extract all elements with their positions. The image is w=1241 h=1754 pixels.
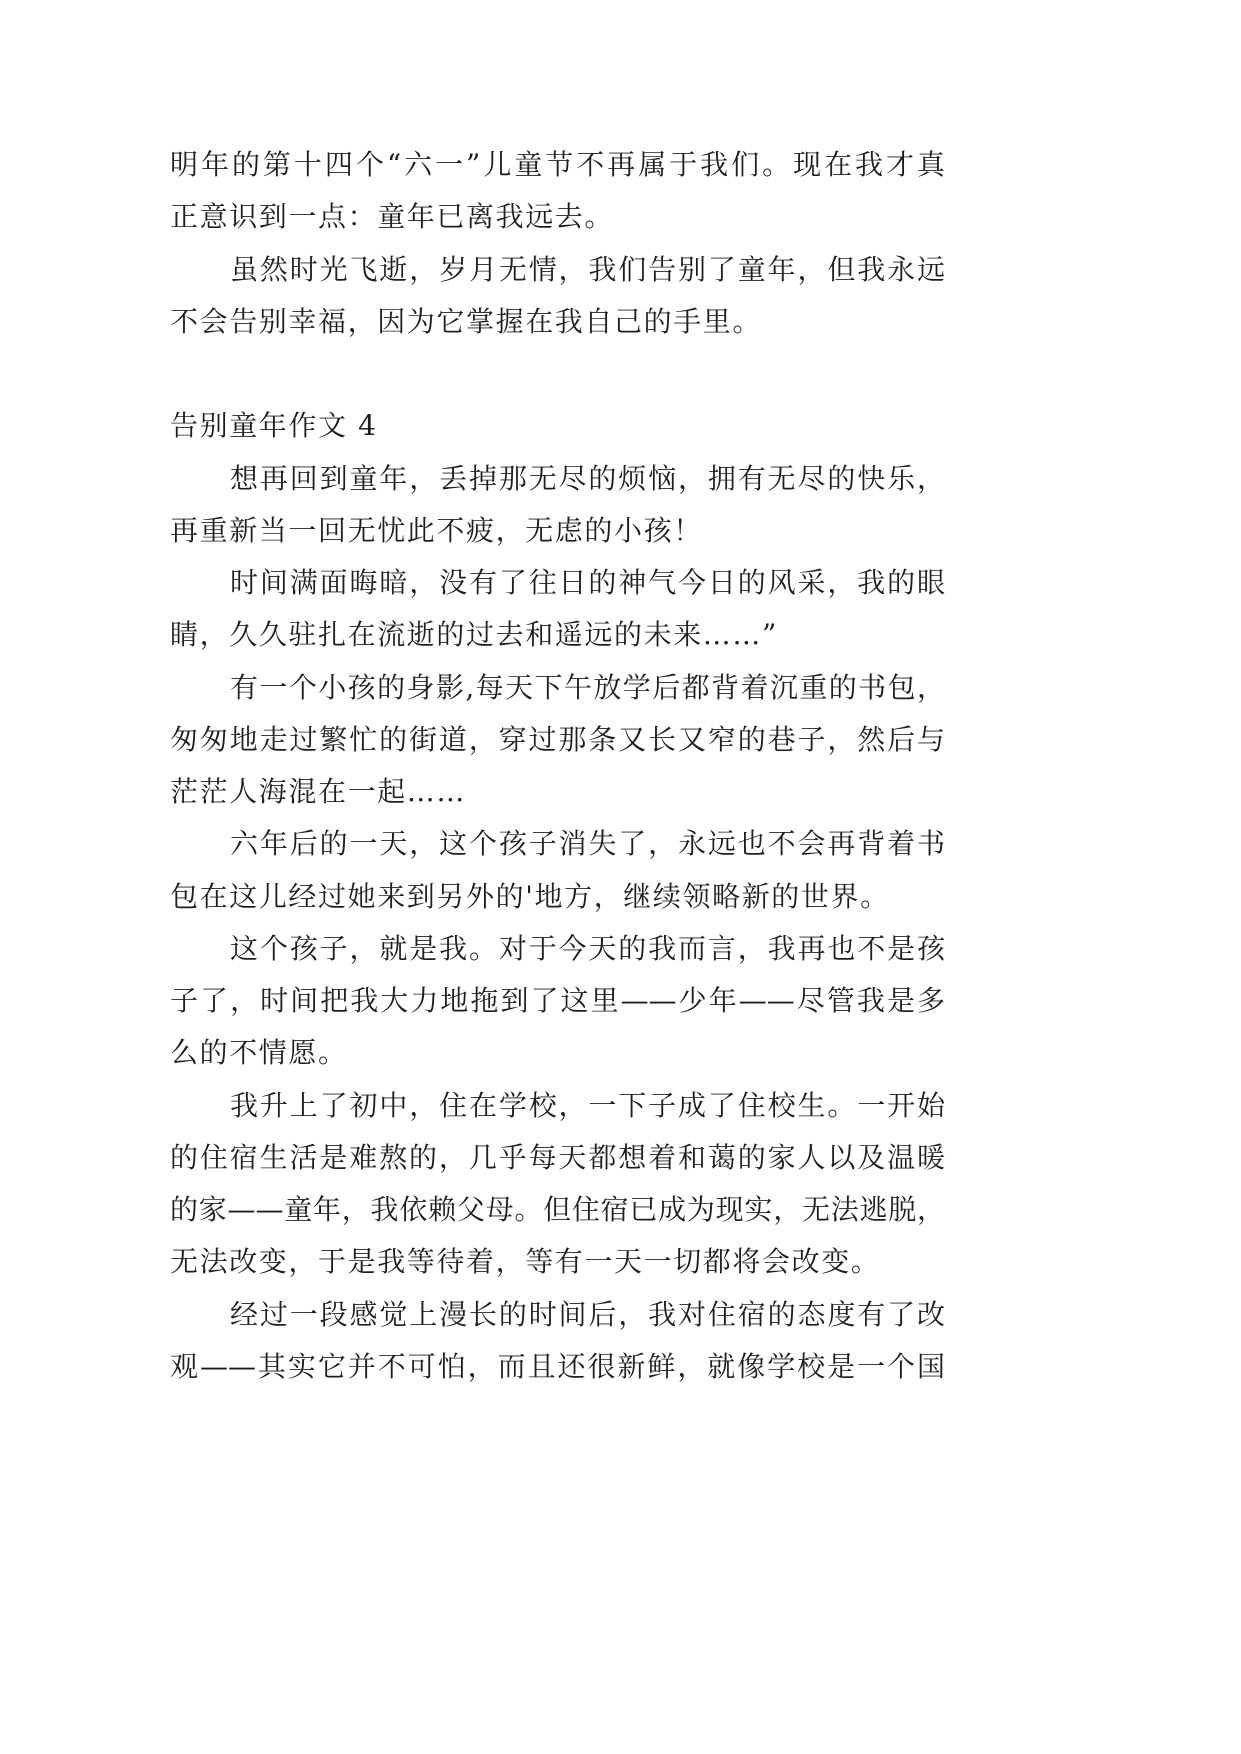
- text-line: 茫茫人海混在一起……: [170, 775, 467, 808]
- text-line: 有一个小孩的身影,每天下午放学后都背着沉重的书包，: [230, 670, 945, 704]
- paragraph: [170, 818, 945, 923]
- text-line: 经过一段感觉上漫长的时间后，我对住宿的态度有了改: [230, 1297, 945, 1331]
- text-line: 观——其实它并不可怕，而且还很新鲜，就像学校是一个国: [170, 1349, 945, 1383]
- text-line: 我升上了初中，住在学校，一下子成了住校生。一开始: [230, 1088, 945, 1122]
- text-line: 的住宿生活是难熬的，几乎每天都想着和蔼的家人以及温暖: [170, 1140, 945, 1174]
- paragraph: [170, 662, 945, 819]
- text-line: 再重新当一回无忧此不疲，无虑的小孩！: [170, 513, 703, 547]
- text-line: 想再回到童年，丢掉那无尽的烦恼，拥有无尽的快乐，: [230, 461, 945, 495]
- text-line: 不会告别幸福，因为它掌握在我自己的手里。: [170, 304, 763, 338]
- text-line: 这个孩子，就是我。对于今天的我而言，我再也不是孩: [230, 931, 945, 965]
- text-line: 时间满面晦暗，没有了往日的神气今日的风采，我的眼: [230, 566, 945, 599]
- text-line: 么的不情愿。: [170, 1036, 348, 1070]
- text-line: 正意识到一点：童年已离我远去。: [170, 200, 615, 234]
- text-line: 包在这儿经过她来到另外的'地方，继续领略新的世界。: [170, 879, 890, 913]
- paragraph: [170, 244, 945, 349]
- paragraph: [170, 139, 945, 244]
- document-body: [170, 139, 945, 1393]
- text-line: 的家——童年，我依赖父母。但住宿已成为现实，无法逃脱，: [170, 1193, 945, 1226]
- paragraph: [170, 453, 945, 558]
- text-line: 六年后的一天，这个孩子消失了，永远也不会再背着书: [230, 827, 945, 861]
- text-line: 子了，时间把我大力地拖到了这里——少年——尽管我是多: [170, 984, 945, 1017]
- text-line: 睛，久久驻扎在流逝的过去和遥远的未来……”: [170, 618, 778, 652]
- paragraph: [170, 1289, 945, 1394]
- paragraph-gap: [170, 348, 945, 400]
- paragraph: [170, 557, 945, 662]
- paragraph: [170, 1080, 945, 1289]
- text-line: 明年的第十四个“六一”儿童节不再属于我们。现在我才真: [170, 148, 945, 181]
- text-line: 虽然时光飞逝，岁月无情，我们告别了童年，但我永远: [230, 252, 945, 286]
- text-line: 无法改变，于是我等待着，等有一天一切都将会改变。: [170, 1245, 881, 1279]
- essay-title: 告别童年作文 4: [170, 409, 378, 443]
- text-line: 匆匆地走过繁忙的街道，穿过那条又长又窄的巷子，然后与: [170, 722, 945, 756]
- paragraph: [170, 923, 945, 1080]
